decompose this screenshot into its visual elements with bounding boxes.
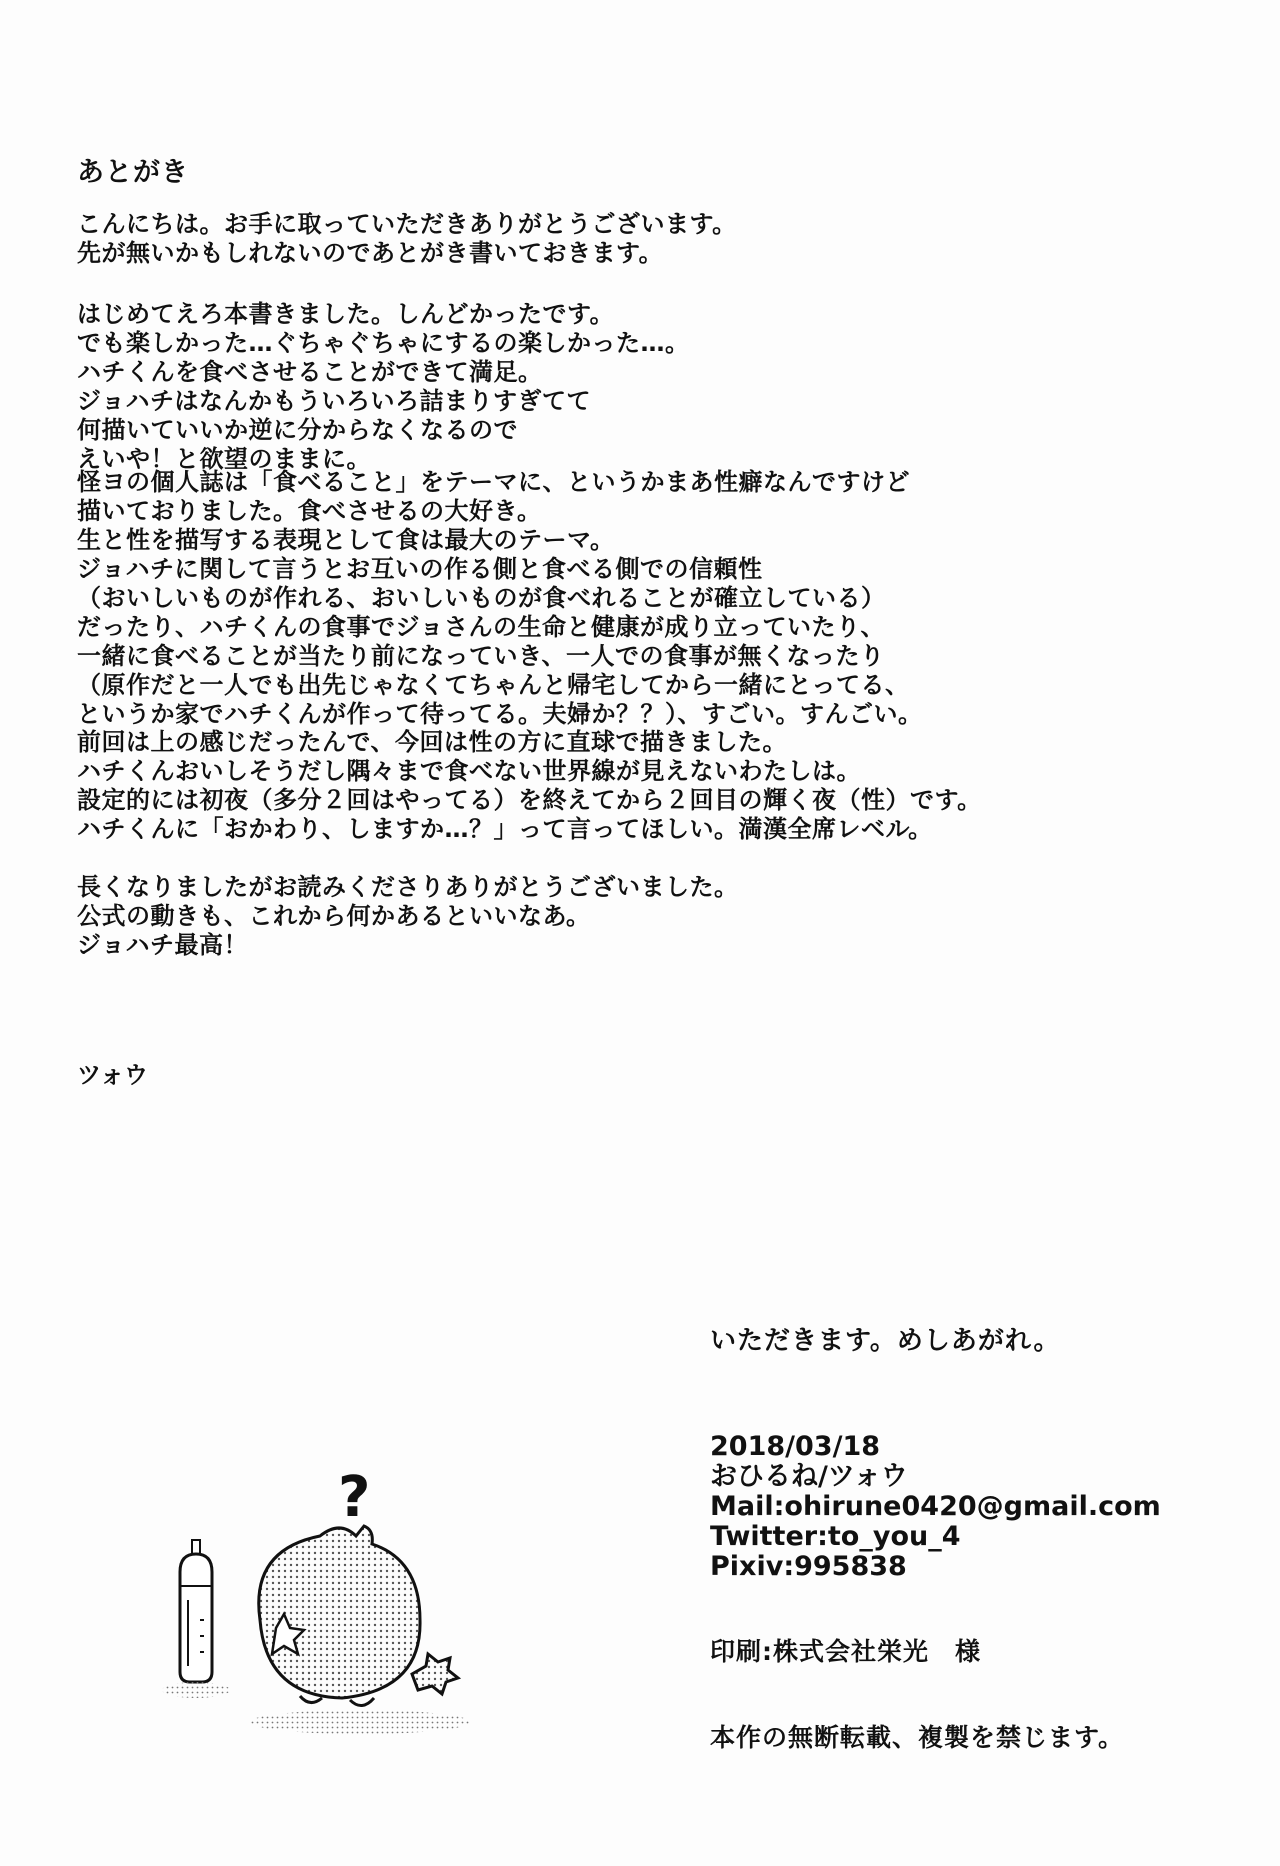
text-line: 描いておりました。食べさせるの大好き。 (77, 497, 542, 525)
closing-tagline: いただきます。めしあがれ。 (710, 1326, 1061, 1356)
text-line: ジョハチ最高！ (77, 931, 249, 959)
bottle-icon (162, 1540, 230, 1698)
printer-credit: 印刷:株式会社栄光 様 (710, 1637, 981, 1666)
text-line: ハチくんに「おかわり、しますか…？」って言ってほしい。満漢全席レベル。 (77, 815, 933, 843)
text-line: というか家でハチくんが作って待ってる。夫婦か？？）、すごい。すんごい。 (77, 700, 923, 728)
contact-twitter: Twitter:to_you_4 (710, 1521, 961, 1552)
text-line: （原作だと一人でも出先じゃなくてちゃんと帰宅してから一緒にとってる、 (77, 671, 910, 699)
text-line: （おいしいものが作れる、おいしいものが食べれることが確立している） (77, 584, 886, 612)
afterword-paragraph-4 (77, 728, 1167, 844)
question-mark-icon: ? (338, 1465, 371, 1530)
text-line: ジョハチに関して言うとお互いの作る側と食べる側での信頼性 (77, 555, 763, 583)
copyright-notice: 本作の無断転載、複製を禁じます。 (710, 1723, 1125, 1752)
text-line: 長くなりましたがお読みくださりありがとうございました。 (77, 873, 739, 901)
text-line: 前回は上の感じだったんで、今回は性の方に直球で描きました。 (77, 728, 788, 756)
text-line: ジョハチはなんかもういろいろ詰まりすぎてて (77, 387, 592, 415)
contact-pixiv: Pixiv:995838 (710, 1551, 907, 1582)
text-line: 怪ヨの個人誌は「食べること」をテーマに、というかまあ性癖なんですけど (77, 468, 910, 496)
text-line: だったり、ハチくんの食事でジョさんの生命と健康が成り立っていたり、 (77, 613, 886, 641)
text-line: 先が無いかもしれないのであとがき書いておきます。 (77, 239, 664, 267)
text-line: ハチくんおいしそうだし隅々まで食べない世界線が見えないわたしは。 (77, 757, 861, 785)
text-line: ハチくんを食べさせることができて満足。 (77, 358, 543, 386)
text-line: 公式の動きも、これから何かあるといいなあ。 (77, 902, 591, 930)
text-line: 一緒に食べることが当たり前になっていき、一人での食事が無くなったり (77, 642, 885, 670)
text-line: 生と性を描写する表現として食は最大のテーマ。 (77, 526, 615, 554)
colophon-info (710, 1432, 1161, 1582)
round-mascot-icon (250, 1526, 470, 1734)
afterword-paragraph-1 (77, 210, 1167, 268)
contact-mail: Mail:ohirune0420@gmail.com (710, 1491, 1161, 1522)
text-line: 設定的には初夜（多分２回はやってる）を終えてから２回目の輝く夜（性）です。 (77, 786, 982, 814)
publication-date: 2018/03/18 (710, 1431, 881, 1462)
text-line: えいや！と欲望のままに。 (77, 445, 371, 473)
afterword-paragraph-2 (77, 300, 1167, 474)
text-line: 何描いていいか逆に分からなくなるので (77, 416, 518, 444)
circle-author-name: おひるね/ツォウ (710, 1461, 908, 1492)
text-line: でも楽しかった…ぐちゃぐちゃにするの楽しかった…。 (77, 329, 690, 357)
text-line: こんにちは。お手に取っていただきありがとうございます。 (77, 210, 737, 238)
author-signature: ツォウ (77, 1061, 149, 1089)
mascot-illustration (150, 1460, 550, 1740)
text-line: はじめてえろ本書きました。しんどかったです。 (77, 300, 615, 328)
afterword-paragraph-5 (77, 873, 1167, 960)
afterword-heading: あとがき (77, 157, 189, 188)
afterword-paragraph-3 (77, 468, 1167, 729)
